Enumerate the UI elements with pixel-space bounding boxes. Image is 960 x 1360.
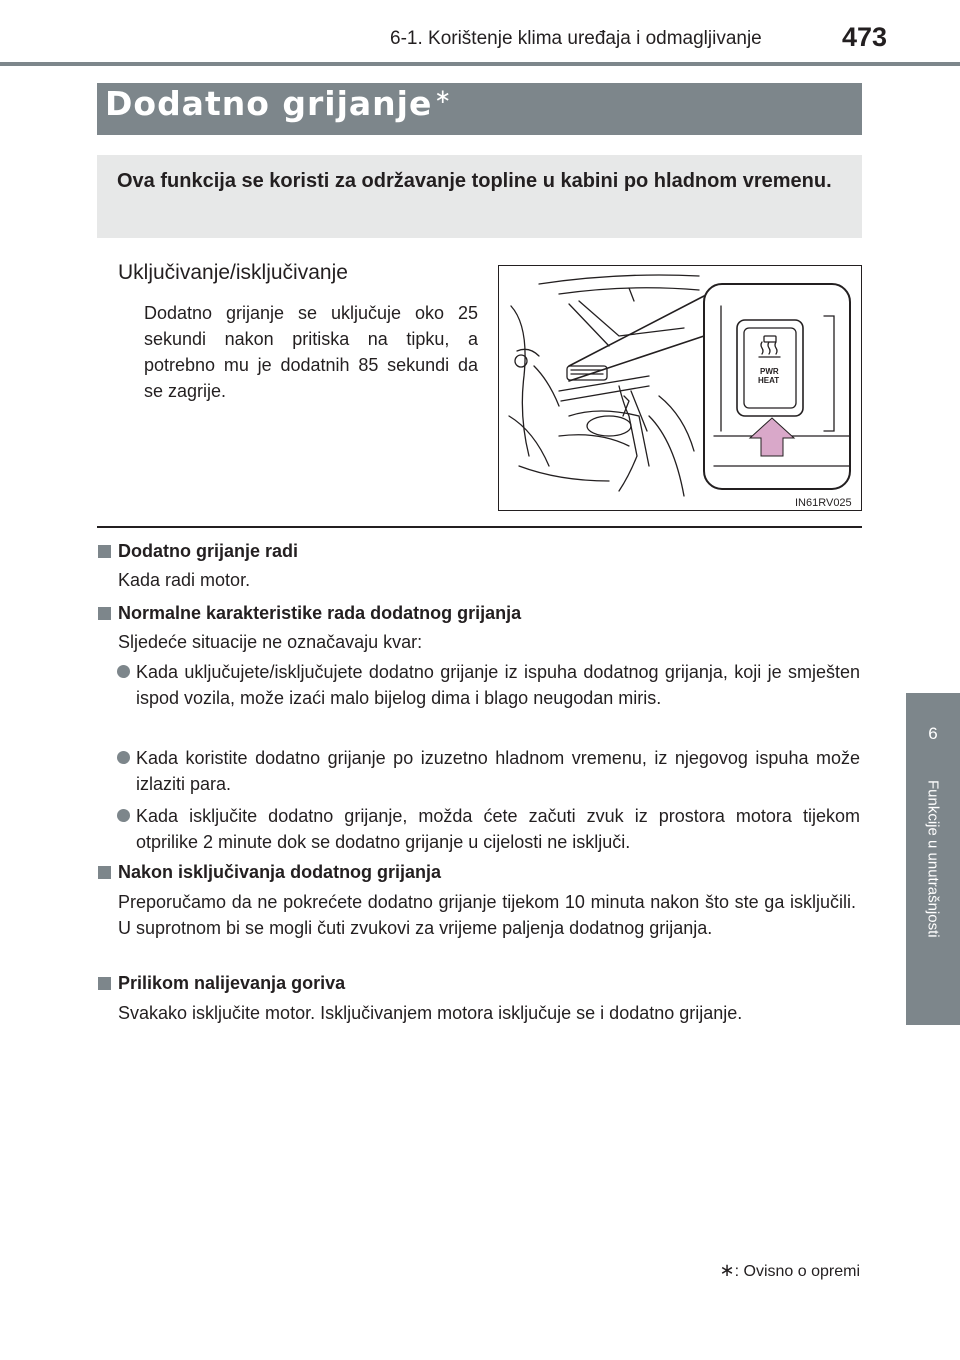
heater-switch-illustration [498, 265, 862, 511]
body-refueling: Svakako isključite motor. Isključivanjem motora isključuje se i dodatno grijanje. [118, 1003, 743, 1023]
intro-text: Ova funkcija se koristi za održavanje topline u kabini po hladnom vremenu. [117, 170, 832, 192]
bullet-smoke: Kada uključujete/isključujete dodatno grijanje iz ispuha dodatnog grijanja, koji je smješten ispod vozila, može izaći malo bijelog dima i blago neugodan miris. [136, 662, 860, 708]
square-bullet-icon [98, 545, 111, 558]
chapter-tab-label: Funkcije u unutrašnjosti [924, 780, 942, 938]
section-divider [97, 526, 862, 528]
chapter-tab-number: 6 [906, 693, 960, 775]
figure-code: IN61RV025 [795, 497, 852, 509]
on-off-body: Dodatno grijanje se uključuje oko 25 sekundi nakon pritiska na tipku, a potrebno mu je dodatnih 85 sekundi da se zagrije. [144, 303, 478, 401]
dashboard-drawing [499, 266, 862, 511]
footnote-text: : Ovisno o opremi [734, 1263, 860, 1280]
bullet-engine-sound: Kada isključite dodatno grijanje, možda ćete začuti zvuk iz prostora motora tijekom otprilike 2 minute dok se dodatno grijanje u cijelosti ne isključi. [136, 806, 860, 852]
page-title-text: Dodatno grijanje [105, 84, 433, 123]
subheading-refueling: Prilikom nalijevanja goriva [118, 973, 346, 993]
square-bullet-icon [98, 866, 111, 879]
running-header: 6-1. Korištenje klima uređaja i odmagljivanje [390, 28, 762, 49]
round-bullet-icon [117, 751, 130, 764]
square-bullet-icon [98, 977, 111, 990]
square-bullet-icon [98, 607, 111, 620]
body-operation: Kada radi motor. [118, 570, 251, 590]
body-normal-characteristics: Sljedeće situacije ne označavaju kvar: [118, 632, 423, 652]
title-footnote-marker: ∗ [434, 84, 453, 108]
footnote [720, 1260, 860, 1281]
button-label-pwr: PWR [760, 367, 779, 376]
round-bullet-icon [117, 809, 130, 822]
header-rule [0, 62, 960, 66]
subheading-operation: Dodatno grijanje radi [118, 541, 299, 561]
arrow-up-icon [750, 418, 794, 456]
subheading-normal-characteristics: Normalne karakteristike rada dodatnog grijanja [118, 603, 522, 623]
page-number: 473 [842, 22, 888, 52]
page-title [105, 84, 452, 123]
footnote-marker: ∗ [719, 1260, 735, 1280]
subheading-after-off: Nakon isključivanja dodatnog grijanja [118, 862, 442, 882]
on-off-heading: Uključivanje/isključivanje [118, 261, 348, 284]
round-bullet-icon [117, 665, 130, 678]
button-label-heat: HEAT [758, 376, 780, 385]
bullet-steam: Kada koristite dodatno grijanje po izuzetno hladnom vremenu, iz njegovog ispuha može izlaziti para. [136, 748, 860, 794]
body-after-off: Preporučamo da ne pokrećete dodatno grijanje tijekom 10 minuta nakon što ste ga isključili. U suprotnom bi se mogli čuti zvukovi za vrijeme paljenja dodatnog grijanja. [118, 892, 856, 938]
